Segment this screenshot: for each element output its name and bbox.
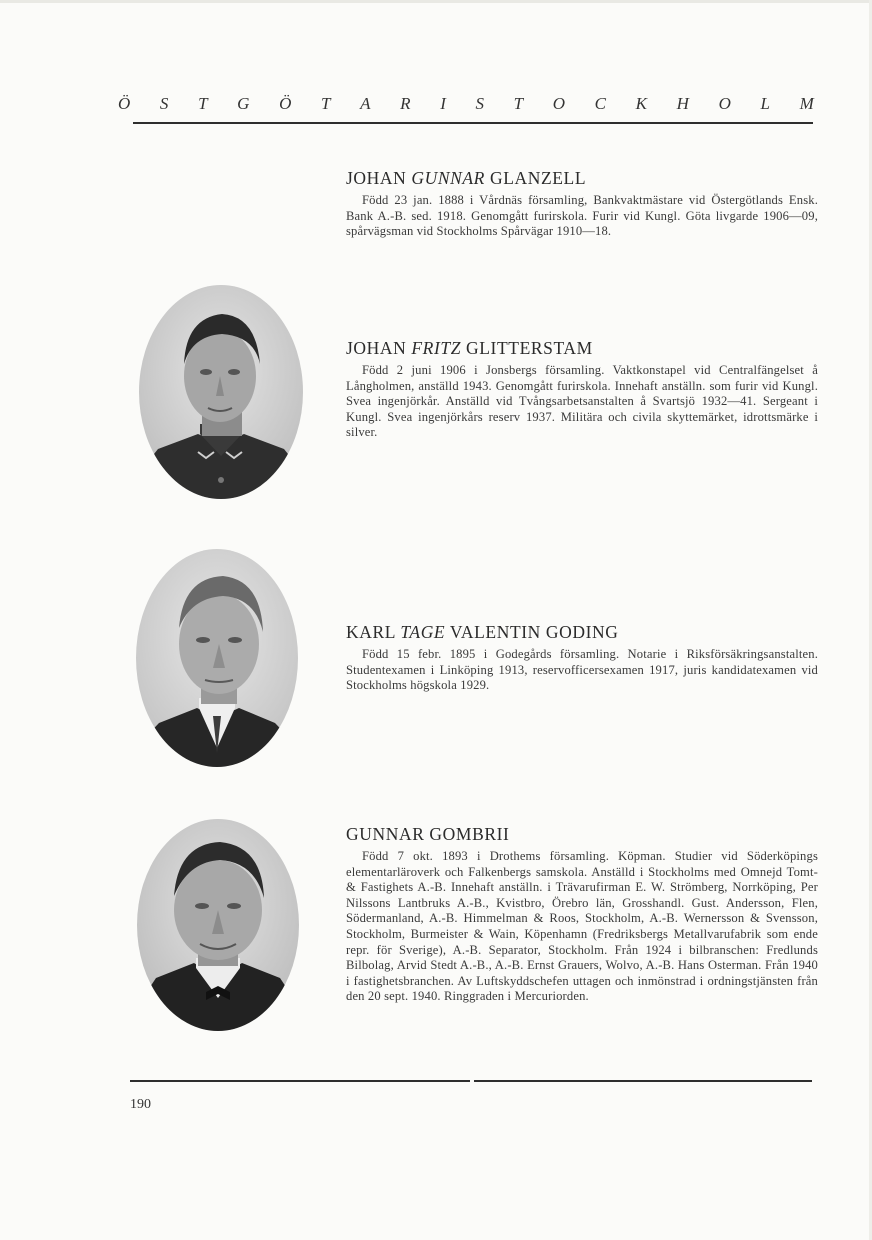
- running-head: [118, 94, 814, 114]
- header-rule: [133, 122, 813, 124]
- running-head-letter: S: [475, 94, 484, 113]
- biography-entry: [346, 338, 818, 441]
- entry-bio: Född 15 febr. 1895 i Godegårds församling. Notarie i Riksförsäkringsanstalten. Studentexamen i Linköping 1913, reservofficersexamen 1917, juris kandidatexamen vid Stockholms högskola 1929.: [346, 647, 818, 693]
- page-number: 190: [130, 1097, 151, 1112]
- name-last: GUNNAR GOMBRII: [346, 824, 510, 844]
- portrait-photo: [135, 548, 299, 768]
- biography-entry: [346, 622, 818, 694]
- running-head-letter: R: [400, 94, 411, 113]
- portrait-photo: [136, 818, 300, 1032]
- running-head-letter: T: [198, 94, 208, 113]
- name-given: TAGE: [400, 622, 446, 642]
- running-head-letter: K: [635, 94, 647, 113]
- name-given: FRITZ: [411, 338, 462, 358]
- running-head-letter: O: [718, 94, 731, 113]
- running-head-letter: Ö: [279, 94, 292, 113]
- running-head-letter: L: [760, 94, 770, 113]
- name-first: KARL: [346, 622, 396, 642]
- entry-bio: Född 2 juni 1906 i Jonsbergs församling. Vaktkonstapel vid Centralfängelset å Långholmen, anställd 1943. Genomgått furirskola. Innehaft anställn. som furir vid Kungl. Svea ingenjörkår. Anställd vid Tvångsarbetsanstalten å Svartsjö 1932—41. Sergeant i Kungl. Svea ingenjörkårs reserv 1937. Militära och civila skyttemärket, idrottsmärke i silver.: [346, 363, 818, 440]
- entry-name: [346, 824, 818, 845]
- portrait-photo: [138, 284, 304, 500]
- entry-name: [346, 622, 818, 643]
- running-head-letter: T: [321, 94, 331, 113]
- portrait-man-with-bow-tie: [136, 818, 300, 1032]
- running-head-letter: A: [360, 94, 371, 113]
- running-head-letter: I: [440, 94, 446, 113]
- page-edge: [0, 0, 872, 3]
- portrait-man-in-suit: [135, 548, 299, 768]
- name-last: VALENTIN GODING: [449, 622, 619, 642]
- name-last: GLITTERSTAM: [466, 338, 593, 358]
- running-head-letter: O: [552, 94, 566, 113]
- entry-bio: Född 7 okt. 1893 i Drothems församling. Köpman. Studier vid Söderköpings elementarläroverk och Falkenbergs samskola. Anställd i Stockholms med Omnejd Tomt- & Fastighets A.-B. Innehaft anställn. i Trävarufirman E. W. Strömberg, Norrköping, Per Nilssons Lantbruks A.-B., Kvistbro, Örebro län, Grosshandl. Gust. Andersson, Flen, Södermanland, A.-B. Himmelman & Roos, Stockholm, A.-B. Wernersson & Svensson, Stockholm, Burmeister & Wain, Köpenhamn (Fredriksbergs Metallvarufabrik som ende repr. för Sverige), A.-B. Separator, Stockholm. Från 1924 i bilbranschen: Fredlunds Bilbolag, Arvid Stedt A.-B., A.-B. Ernst Grauers, Wolvo, A.-B. Hans Osterman. Från 1940 i fastighetsbranchen. Av Luftskyddschefen uttagen och inmönstrad i ordningstjänsten från den 20 sept. 1940. Ringgraden i Mercuriorden.: [346, 849, 818, 1004]
- biography-entry: [346, 824, 818, 1005]
- running-head-letter: S: [159, 94, 169, 113]
- running-head-letter: G: [237, 94, 250, 113]
- biography-entry: [346, 168, 818, 240]
- entry-bio: Född 23 jan. 1888 i Vårdnäs församling, Bankvaktmästare vid Östergötlands Ensk. Bank A.-B. sed. 1918. Genomgått furirskola. Furir vid Kungl. Göta livgarde 1906—09, spårvägsman vid Stockholms Spårvägar 1910—18.: [346, 193, 818, 239]
- running-head-letter: C: [594, 94, 607, 113]
- name-first: JOHAN: [346, 338, 407, 358]
- portrait-uniformed-man: [138, 284, 304, 500]
- entry-name: [346, 168, 818, 189]
- running-head-letter: Ö: [118, 94, 131, 113]
- entry-name: [346, 338, 818, 359]
- running-head-letter: M: [799, 94, 814, 113]
- name-last: GLANZELL: [489, 168, 587, 188]
- name-first: JOHAN: [346, 168, 407, 188]
- running-head-letter: T: [513, 94, 524, 113]
- footer-rule: [474, 1080, 812, 1082]
- name-given: GUNNAR: [411, 168, 485, 188]
- footer-rule: [130, 1080, 470, 1082]
- running-head-letter: H: [676, 94, 689, 113]
